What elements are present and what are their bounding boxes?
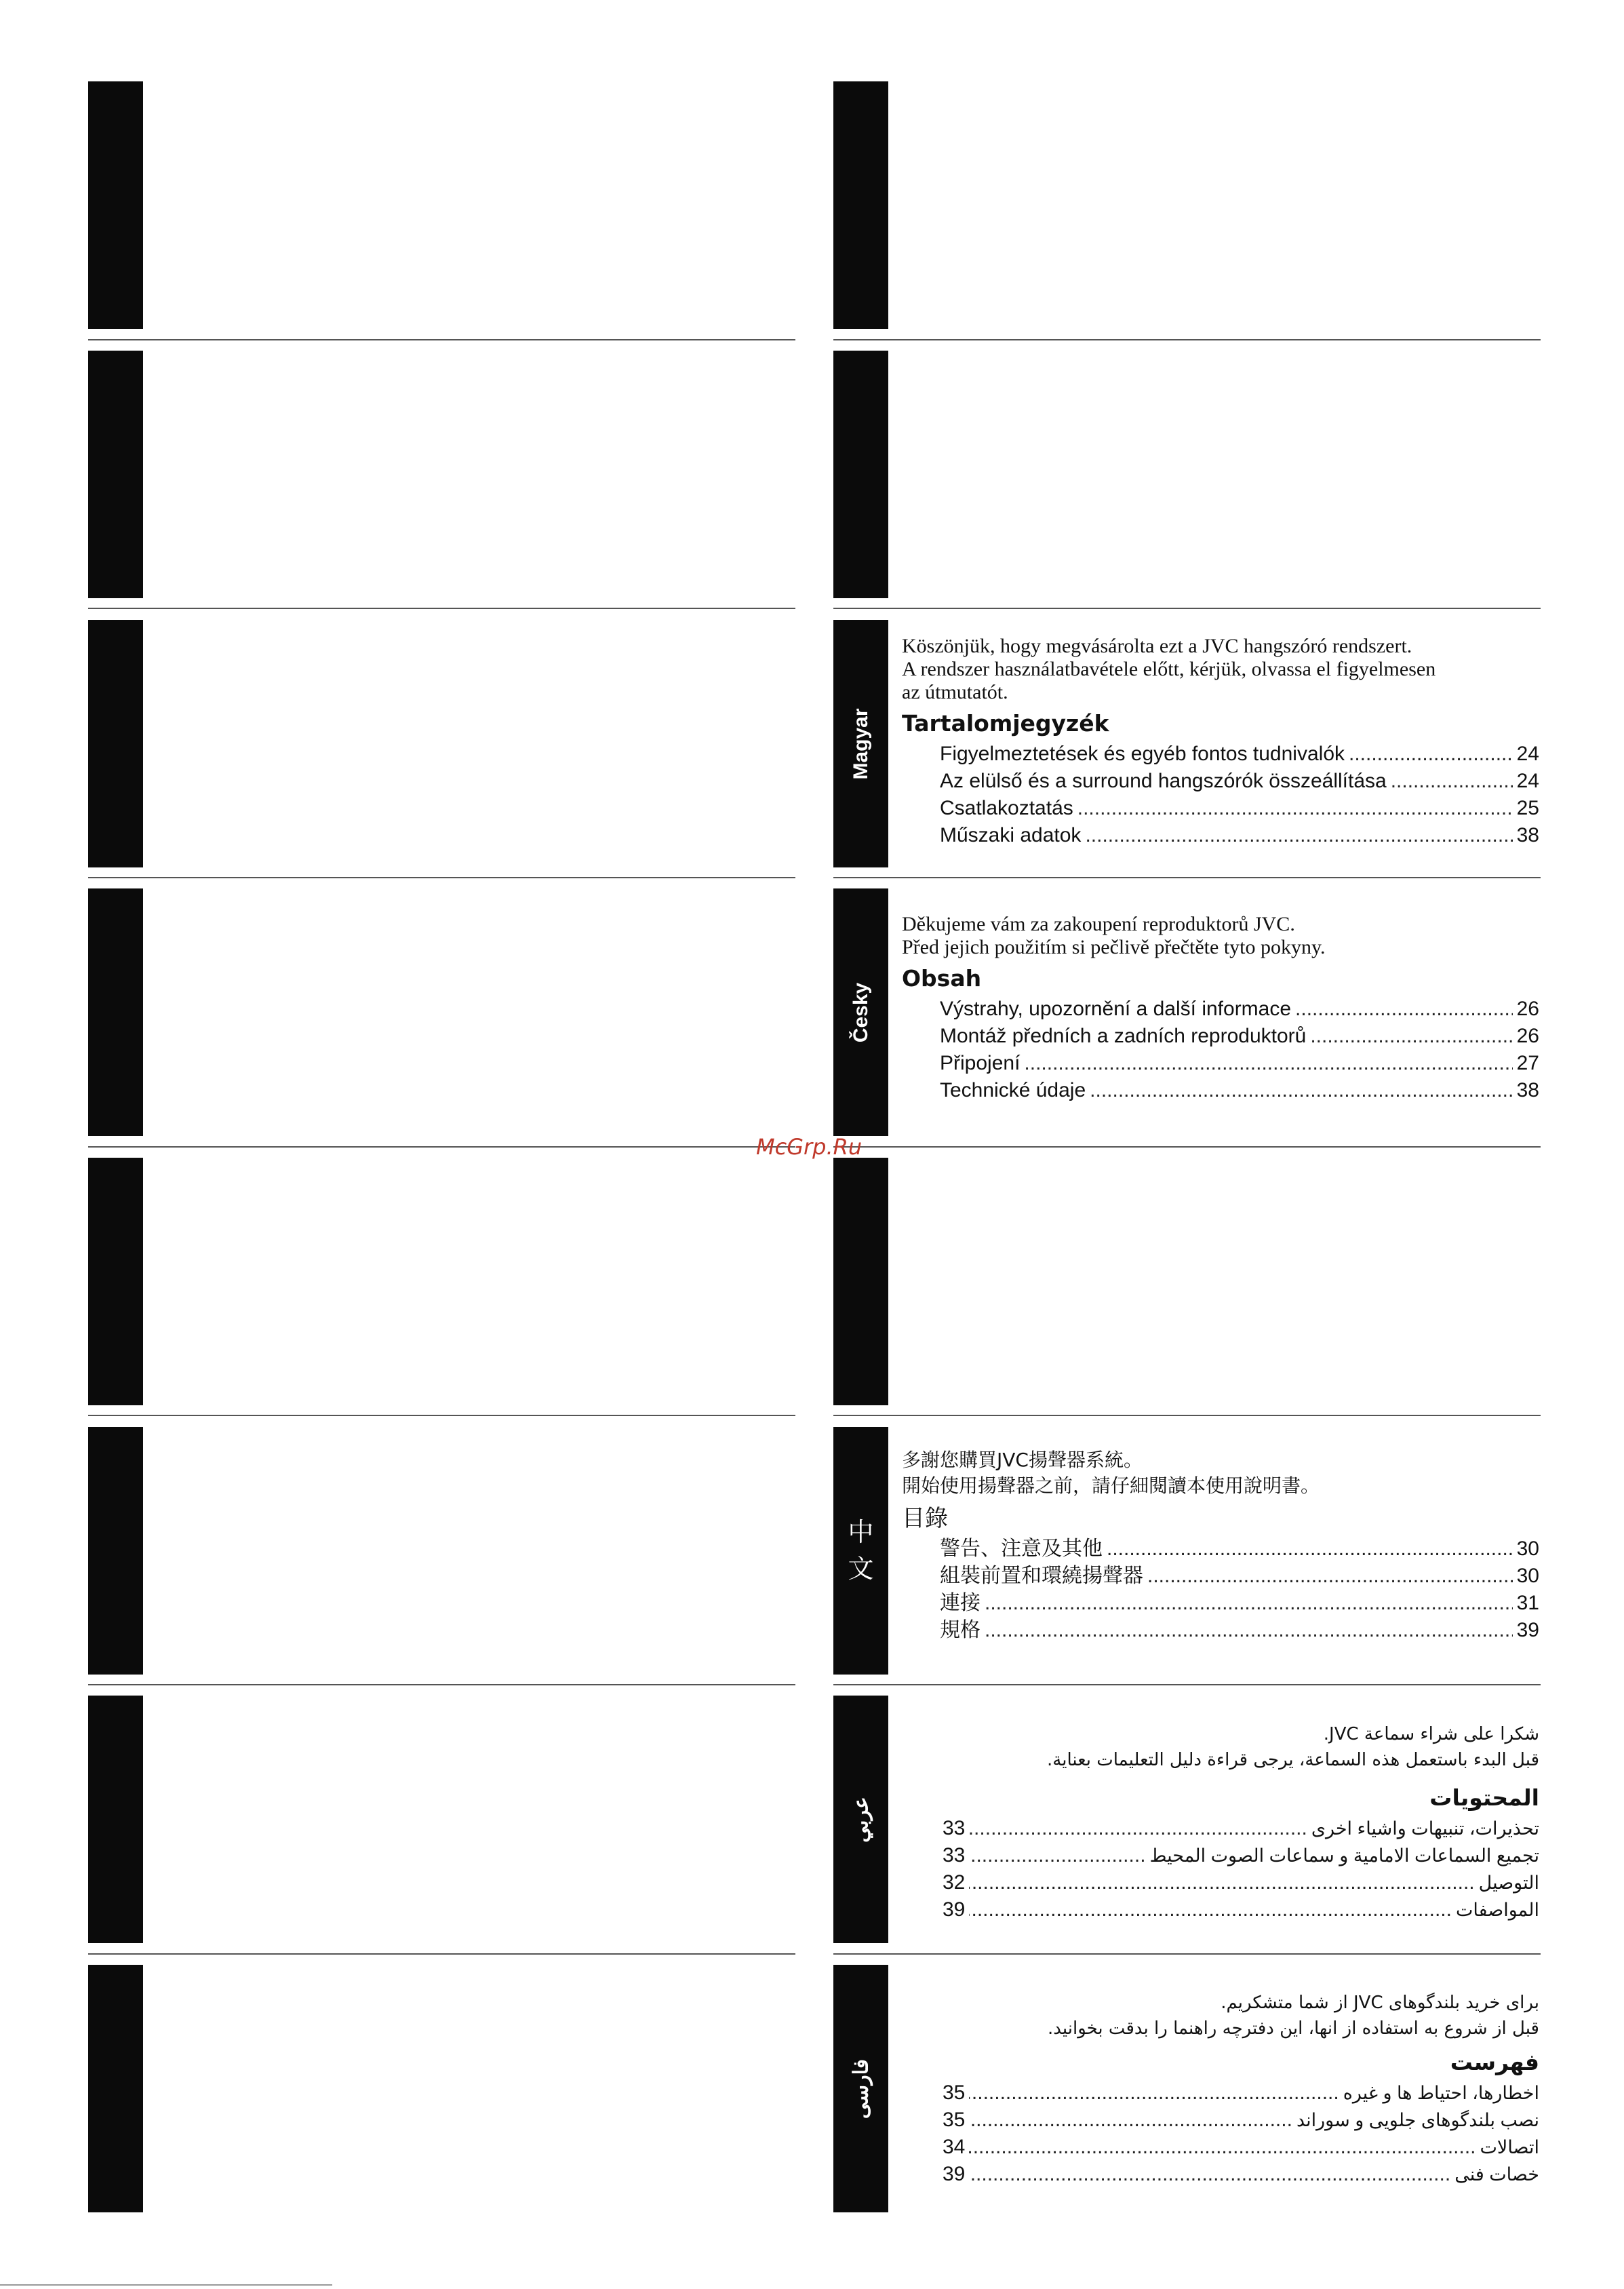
intro-line: Děkujeme vám za zakoupení reproduktorů JVC. xyxy=(902,913,1295,935)
toc-entry[interactable] xyxy=(940,822,1539,849)
toc-page: 30 xyxy=(1516,1538,1539,1560)
watermark: McGrp.Ru xyxy=(756,1134,863,1160)
intro-line: Köszönjük, hogy megvásárolta ezt a JVC hangszóró rendszert. xyxy=(902,635,1412,657)
toc-label: Montáž předních a zadních reproduktorů xyxy=(940,1025,1307,1047)
toc-label: 規格 xyxy=(940,1619,981,1641)
toc-page: 27 xyxy=(1516,1052,1539,1074)
intro-chinese xyxy=(902,1447,1539,1499)
right-divider xyxy=(833,1953,1541,1955)
toc-page: 33 xyxy=(943,1817,966,1839)
heading-arabic: المحتويات xyxy=(1429,1784,1539,1811)
toc-entry[interactable] xyxy=(940,1563,1539,1590)
intro-line: شكرا على شراء سماعة JVC. xyxy=(1323,1724,1539,1744)
toc-label: المواصفات xyxy=(1455,1900,1539,1920)
toc-magyar xyxy=(940,741,1539,849)
tab-farsi xyxy=(833,1965,888,2212)
toc-entry[interactable] xyxy=(940,768,1539,795)
left-tab-6 xyxy=(88,1427,143,1675)
toc-label: Výstrahy, upozornění a další informace xyxy=(940,998,1292,1020)
tab-cesky xyxy=(833,888,888,1136)
left-divider xyxy=(88,1415,795,1416)
right-divider xyxy=(833,1684,1541,1685)
tab-magyar xyxy=(833,620,888,867)
left-divider xyxy=(88,339,795,340)
leader-dots xyxy=(1349,741,1513,768)
toc-page: 26 xyxy=(1516,998,1539,1020)
intro-farsi xyxy=(902,1990,1539,2041)
left-tab-7 xyxy=(88,1696,143,1943)
leader-dots xyxy=(969,1896,1452,1923)
left-divider xyxy=(88,608,795,609)
right-tab-1 xyxy=(833,81,888,329)
toc-label: Műszaki adatok xyxy=(940,824,1082,846)
toc-page: 26 xyxy=(1516,1025,1539,1047)
toc-label: خصات فنی xyxy=(1454,2164,1539,2185)
toc-page: 24 xyxy=(1516,770,1539,792)
leader-dots xyxy=(1090,1077,1512,1104)
toc-label: Csatlakoztatás xyxy=(940,797,1073,819)
left-divider xyxy=(88,1146,795,1148)
intro-magyar xyxy=(902,635,1539,704)
intro-arabic xyxy=(902,1721,1539,1773)
toc-entry[interactable] xyxy=(943,1896,1539,1923)
toc-entry[interactable] xyxy=(940,1023,1539,1050)
toc-entry[interactable] xyxy=(940,1590,1539,1617)
toc-page: 35 xyxy=(943,2081,966,2104)
tab-chinese xyxy=(833,1427,888,1675)
toc-arabic xyxy=(943,1815,1539,1923)
toc-page: 39 xyxy=(943,1898,966,1921)
intro-line: 開始使用揚聲器之前，請仔細閱讀本使用說明書。 xyxy=(902,1474,1320,1497)
toc-entry[interactable] xyxy=(943,1842,1539,1869)
right-divider xyxy=(833,339,1541,340)
leader-dots xyxy=(1077,795,1513,822)
tab-label-chinese-1: 中 xyxy=(848,1518,874,1547)
left-tab-4 xyxy=(88,888,143,1136)
intro-line: Před jejich použitím si pečlivě přečtěte tyto pokyny. xyxy=(902,936,1326,958)
leader-dots xyxy=(969,2079,1339,2107)
right-divider xyxy=(833,608,1541,609)
toc-label: التوصيل xyxy=(1478,1873,1539,1893)
leader-dots xyxy=(969,1869,1474,1896)
tab-label-magyar: Magyar xyxy=(849,707,872,780)
heading-chinese: 目錄 xyxy=(902,1505,948,1532)
tab-label-chinese-2: 文 xyxy=(848,1554,874,1584)
toc-entry[interactable] xyxy=(940,1077,1539,1104)
section-farsi xyxy=(902,1990,1539,2188)
toc-page: 39 xyxy=(1516,1619,1539,1641)
left-tab-3 xyxy=(88,620,143,867)
toc-label: تحذيرات، تنبيهات واشياء اخرى xyxy=(1311,1818,1539,1839)
left-tab-5 xyxy=(88,1158,143,1405)
tab-label-arabic: عربي xyxy=(850,1796,872,1843)
intro-line: قبل البدء باستعمل هذه السماعة، يرجى قراءة دليل التعليمات بعناية. xyxy=(1047,1750,1539,1770)
intro-line: az útmutatót. xyxy=(902,681,1008,703)
intro-cesky xyxy=(902,913,1539,959)
section-arabic xyxy=(902,1721,1539,1923)
toc-label: اتصالات xyxy=(1480,2137,1539,2157)
toc-label: تجميع السماعات الامامية و سماعات الصوت المحيط xyxy=(1149,1845,1539,1866)
toc-entry[interactable] xyxy=(943,2107,1539,2134)
intro-line: 多謝您購買JVC揚聲器系統。 xyxy=(902,1449,1143,1471)
toc-label: Az elülső és a surround hangszórók összeállítása xyxy=(940,770,1387,792)
section-magyar xyxy=(902,635,1539,849)
leader-dots xyxy=(1295,996,1513,1023)
leader-dots xyxy=(969,2107,1292,2134)
toc-label: اخطارها، احتیاط ها و غیره xyxy=(1343,2083,1539,2103)
toc-page: 35 xyxy=(943,2109,966,2131)
toc-entry[interactable] xyxy=(940,741,1539,768)
toc-entry[interactable] xyxy=(940,1050,1539,1077)
right-tab-2 xyxy=(833,351,888,598)
right-tab-5 xyxy=(833,1158,888,1405)
toc-entry[interactable] xyxy=(943,2079,1539,2107)
toc-label: 組裝前置和環繞揚聲器 xyxy=(940,1565,1143,1587)
toc-entry[interactable] xyxy=(940,1617,1539,1644)
toc-label: Připojení xyxy=(940,1052,1021,1074)
leader-dots xyxy=(969,1815,1307,1842)
left-tab-1 xyxy=(88,81,143,329)
intro-line: برای خرید بلندگوهای JVC از شما متشکریم. xyxy=(1221,1993,1539,2013)
tab-label-cesky: Česky xyxy=(849,982,872,1042)
intro-line: A rendszer használatbavétele előtt, kérjük, olvassa el figyelmesen xyxy=(902,658,1436,680)
toc-page: 33 xyxy=(943,1844,966,1866)
leader-dots xyxy=(985,1617,1513,1644)
toc-page: 32 xyxy=(943,1871,966,1894)
leader-dots xyxy=(969,2161,1450,2188)
toc-page: 39 xyxy=(943,2163,966,2185)
left-divider xyxy=(88,877,795,878)
heading-cesky: Obsah xyxy=(902,965,982,992)
heading-magyar: Tartalomjegyzék xyxy=(902,710,1109,737)
toc-label: 連接 xyxy=(940,1592,981,1614)
toc-entry[interactable] xyxy=(940,1535,1539,1563)
leader-dots xyxy=(1024,1050,1512,1077)
right-divider xyxy=(833,1415,1541,1416)
right-divider xyxy=(833,1146,1541,1148)
section-chinese xyxy=(902,1447,1539,1644)
toc-chinese xyxy=(940,1535,1539,1644)
intro-line: قبل از شروع به استفاده از انها، این دفترچه راهنما را بدقت بخوانید. xyxy=(1047,2018,1539,2039)
left-divider xyxy=(88,1953,795,1955)
toc-page: 38 xyxy=(1516,1079,1539,1101)
toc-entry[interactable] xyxy=(943,1869,1539,1896)
toc-page: 31 xyxy=(1516,1592,1539,1614)
toc-label: نصب بلندگوهای جلویی و سوراند xyxy=(1296,2110,1539,2130)
leader-dots xyxy=(1391,768,1513,795)
toc-entry[interactable] xyxy=(943,1815,1539,1842)
toc-page: 34 xyxy=(943,2136,966,2158)
leader-dots xyxy=(1107,1535,1513,1563)
leader-dots xyxy=(985,1590,1513,1617)
left-tab-8 xyxy=(88,1965,143,2212)
heading-farsi: فهرست xyxy=(1450,2049,1539,2075)
left-divider xyxy=(88,1684,795,1685)
tab-label-farsi: فارسی xyxy=(850,2058,872,2119)
toc-label: 警告、注意及其他 xyxy=(940,1538,1103,1560)
bottom-edge-line xyxy=(0,2284,332,2286)
leader-dots xyxy=(969,2134,1476,2161)
toc-cesky xyxy=(940,996,1539,1104)
toc-entry[interactable] xyxy=(940,795,1539,822)
tab-label-chinese xyxy=(848,1514,873,1588)
toc-page: 38 xyxy=(1516,824,1539,846)
leader-dots xyxy=(1310,1023,1512,1050)
left-tab-2 xyxy=(88,351,143,598)
toc-page: 25 xyxy=(1516,797,1539,819)
toc-page: 30 xyxy=(1516,1565,1539,1587)
toc-entry[interactable] xyxy=(943,2134,1539,2161)
leader-dots xyxy=(1147,1563,1513,1590)
right-divider xyxy=(833,877,1541,878)
tab-arabic xyxy=(833,1696,888,1943)
leader-dots xyxy=(969,1842,1145,1869)
toc-entry[interactable] xyxy=(940,996,1539,1023)
toc-entry[interactable] xyxy=(943,2161,1539,2188)
toc-page: 24 xyxy=(1516,743,1539,765)
leader-dots xyxy=(1085,822,1512,849)
toc-label: Figyelmeztetések és egyéb fontos tudnivalók xyxy=(940,743,1345,765)
section-cesky xyxy=(902,913,1539,1104)
toc-farsi xyxy=(943,2079,1539,2188)
toc-label: Technické údaje xyxy=(940,1079,1086,1101)
